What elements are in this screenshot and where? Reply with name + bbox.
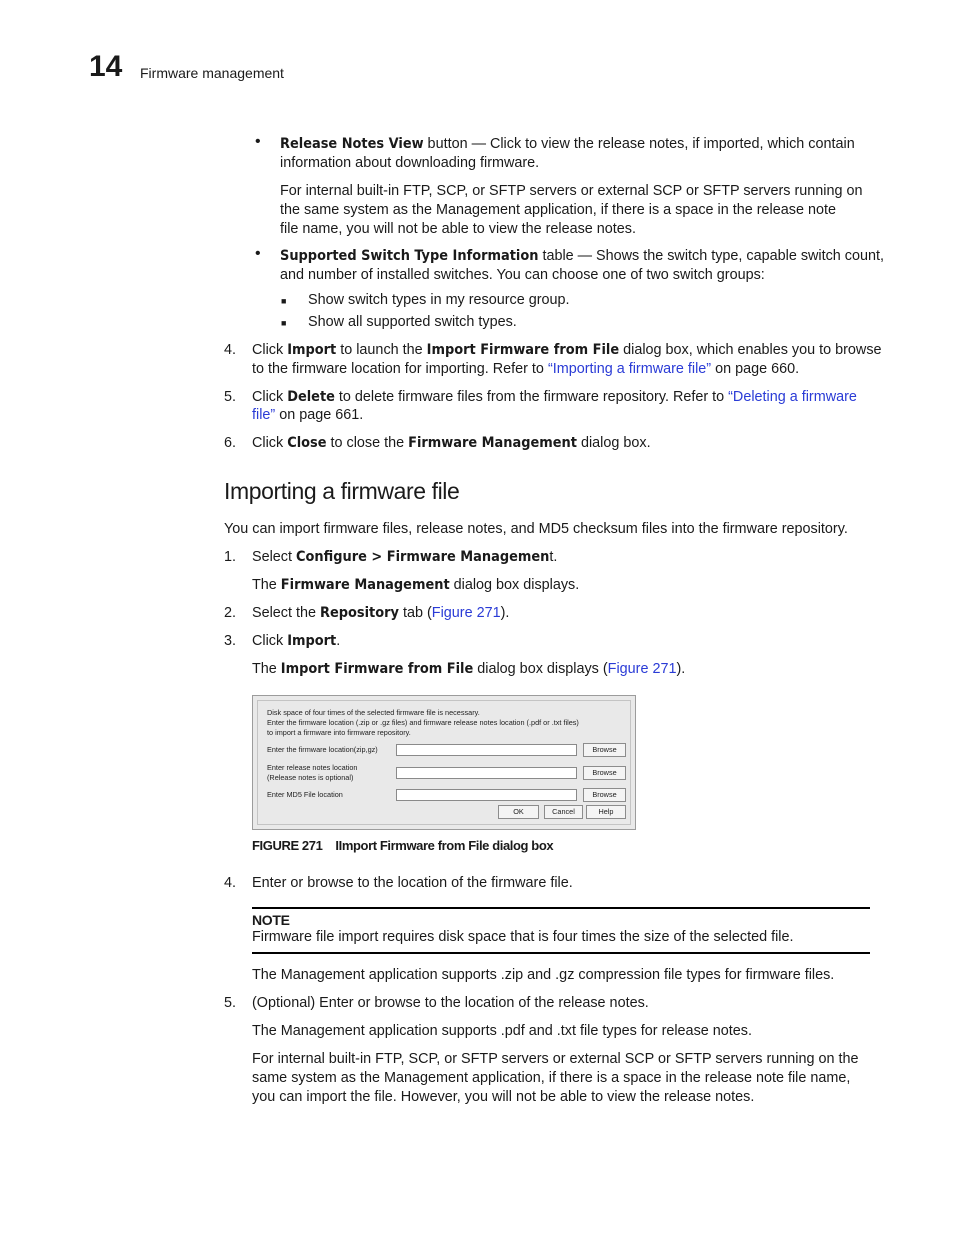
release-notes-label: Enter release notes location (267, 763, 358, 772)
chapter-number: 14 (89, 50, 123, 83)
browse-release-notes-button[interactable]: Browse (583, 766, 626, 780)
dialog-intro-line: Disk space of four times of the selected firmware file is necessary. (267, 708, 480, 717)
step-number: 6. (224, 435, 237, 451)
md5-location-label: Enter MD5 File location (267, 790, 343, 799)
bullet-switch-type-line2: and number of installed switches. You can choose one of two switch groups: (280, 267, 765, 283)
bullet-release-notes-line2: information about downloading firmware. (280, 155, 540, 171)
release-notes-label: (Release notes is optional) (267, 773, 354, 782)
step-enter-firmware: Enter or browse to the location of the firmware file. (252, 875, 573, 891)
release-notes-space-note: you can import the file. However, you will not be able to view the release notes. (252, 1089, 755, 1105)
dialog-intro-line: Enter the firmware location (.zip or .gz files) and firmware release notes location (.pdf or .txt files) (267, 718, 579, 727)
release-notes-note-line: For internal built-in FTP, SCP, or SFTP servers or external SCP or SFTP servers running on (280, 183, 863, 199)
bullet-dot: • (255, 245, 261, 262)
step-enter-release-notes: (Optional) Enter or browse to the location of the release notes. (252, 995, 649, 1011)
ok-button[interactable]: OK (498, 805, 539, 819)
step-number: 3. (224, 633, 237, 649)
bullet-dot: • (255, 133, 261, 150)
import-firmware-dialog (252, 695, 636, 830)
chapter-title: Firmware management (140, 65, 284, 81)
step-click-import: Click Import. (252, 633, 341, 649)
step-select-configure-result: The Firmware Management dialog box displays. (252, 577, 580, 593)
link-figure-271[interactable]: Figure 271 (431, 605, 501, 621)
link-deleting-firmware[interactable]: “Deleting a firmware (728, 389, 857, 405)
dialog-intro-line: to import a firmware into firmware repository. (267, 728, 411, 737)
bullet-switch-type: Supported Switch Type Information table — Shows the switch type, capable switch count, (280, 248, 885, 264)
step-delete-line2: file” on page 661. (252, 407, 364, 423)
note-bottom-rule (252, 952, 870, 954)
pdf-txt-support: The Management application supports .pdf and .txt file types for release notes. (252, 1023, 752, 1039)
link-figure-271[interactable]: Figure 271 (607, 661, 677, 677)
square-bullet: ■ (281, 296, 287, 306)
firmware-location-label: Enter the firmware location(zip,gz) (267, 745, 378, 754)
step-number: 4. (224, 875, 237, 891)
release-notes-space-note: same system as the Management application, if there is a space in the release note file name, (252, 1070, 851, 1086)
square-bullet: ■ (281, 318, 287, 328)
step-repository-tab: Select the Repository tab (Figure 271). (252, 605, 510, 621)
release-notes-note-line: file name, you will not be able to view the release notes. (280, 221, 636, 237)
browse-firmware-button[interactable]: Browse (583, 743, 626, 757)
step-import: Click Import to launch the Import Firmware from File dialog box, which enables you to browse (252, 342, 882, 358)
bullet-release-notes: Release Notes View button — Click to view the release notes, if imported, which contain (280, 136, 855, 152)
note-text: Firmware file import requires disk space that is four times the size of the selected file. (252, 929, 794, 945)
step-click-import-result: The Import Firmware from File dialog box displays (Figure 271). (252, 661, 686, 677)
step-close: Click Close to close the Firmware Management dialog box. (252, 435, 651, 451)
zip-gz-support: The Management application supports .zip and .gz compression file types for firmware files. (252, 967, 835, 983)
dialog-panel (257, 700, 631, 825)
step-select-configure: Select Configure > Firmware Management. (252, 549, 558, 565)
md5-location-input[interactable] (396, 789, 577, 801)
release-notes-note-line: the same system as the Management application, if there is a space in the release note (280, 202, 836, 218)
figure-caption: FIGURE 271 IImport Firmware from File dialog box (252, 838, 554, 853)
section-title: Importing a firmware file (224, 478, 460, 504)
release-notes-input[interactable] (396, 767, 577, 779)
help-button[interactable]: Help (586, 805, 626, 819)
note-label: NOTE (252, 912, 290, 928)
step-import-line2: to the firmware location for importing. Refer to “Importing a firmware file” on page 660. (252, 361, 800, 377)
step-number: 1. (224, 549, 237, 565)
step-number: 5. (224, 389, 237, 405)
switch-group-item: Show all supported switch types. (308, 314, 517, 330)
step-number: 4. (224, 342, 237, 358)
step-number: 2. (224, 605, 237, 621)
link-importing-firmware[interactable]: “Importing a firmware file” (547, 361, 712, 377)
switch-group-item: Show switch types in my resource group. (308, 292, 570, 308)
note-top-rule (252, 907, 870, 909)
step-number: 5. (224, 995, 237, 1011)
release-notes-space-note: For internal built-in FTP, SCP, or SFTP servers or external SCP or SFTP servers running on the (252, 1051, 859, 1067)
cancel-button[interactable]: Cancel (544, 805, 583, 819)
link-deleting-firmware-cont[interactable]: file” (252, 407, 276, 423)
section-intro: You can import firmware files, release notes, and MD5 checksum files into the firmware repository. (224, 521, 848, 537)
browse-md5-button[interactable]: Browse (583, 788, 626, 802)
firmware-location-input[interactable] (396, 744, 577, 756)
step-delete: Click Delete to delete firmware files from the firmware repository. Refer to “Deleting a firmware (252, 389, 857, 405)
